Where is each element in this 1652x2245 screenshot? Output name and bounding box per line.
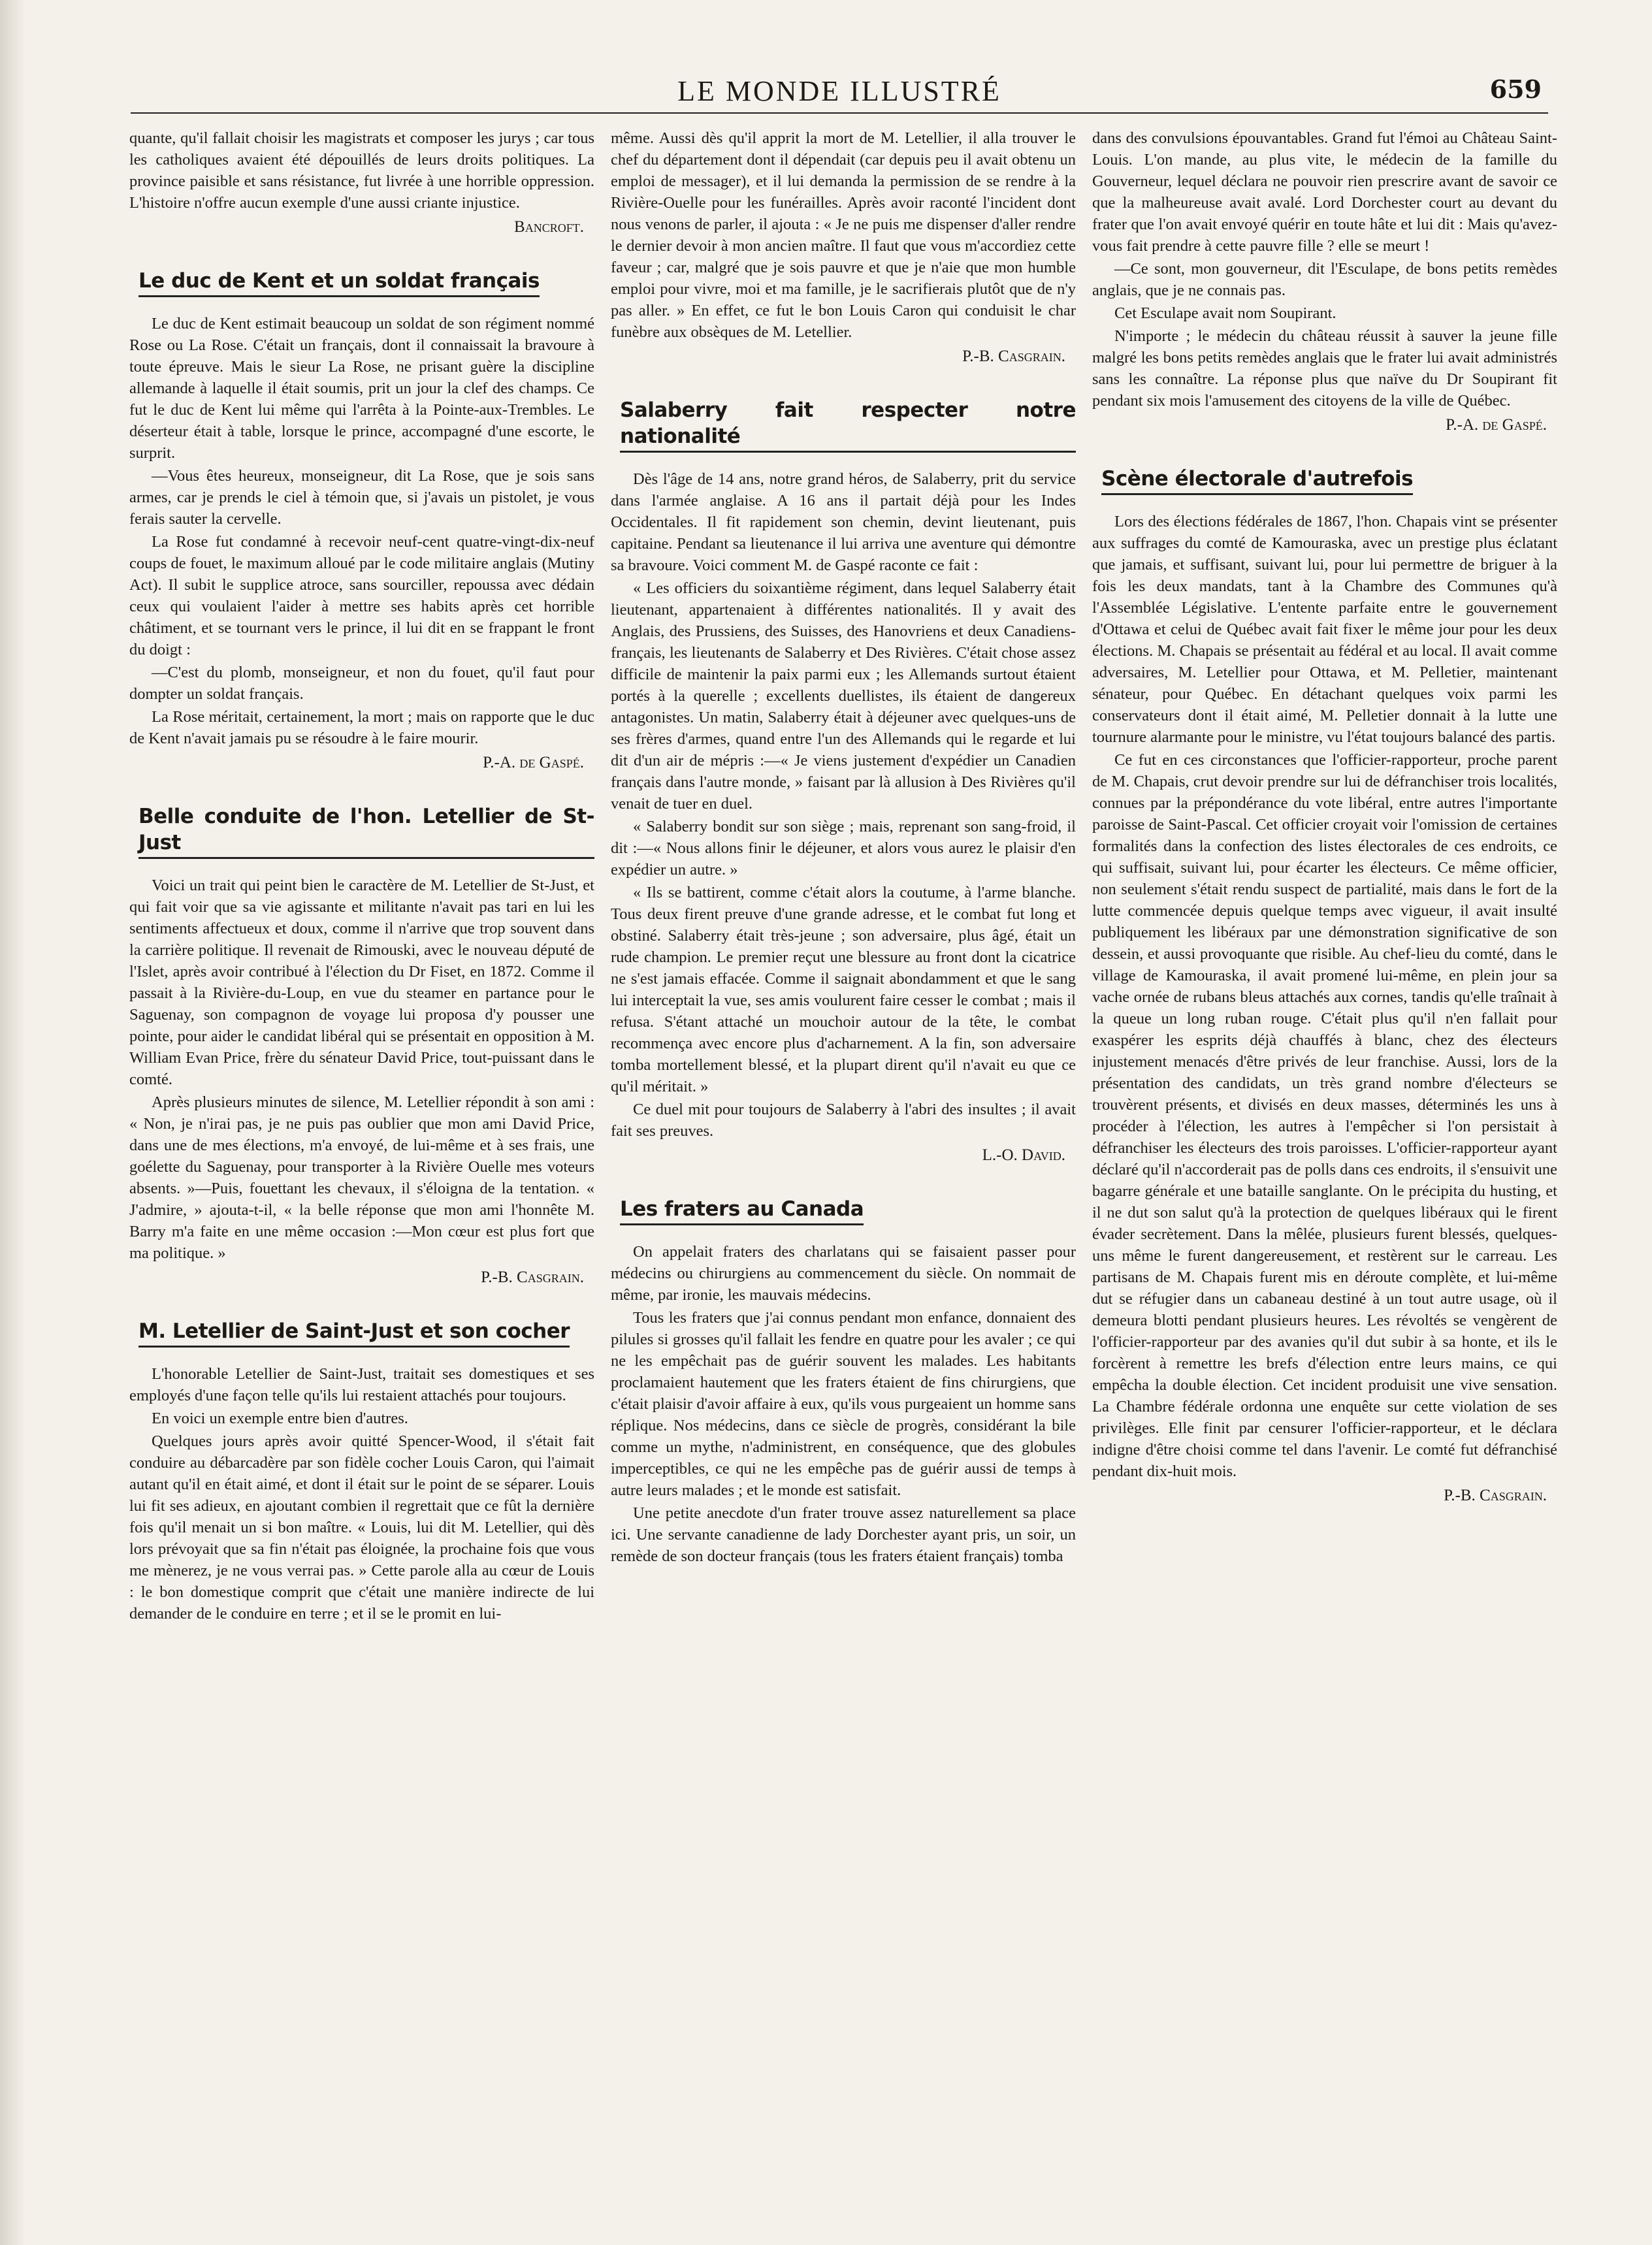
- paragraph: « Ils se battirent, comme c'était alors la coutume, à l'arme blanche. Tous deux firent preuve d'une grande adresse, et le combat fut long et obstiné. Salaberry était très-jeune ; son adversaire, plus âgé, était un rude champion. Le premier reçut une blessure au front dont la cicatrice ne s'est jamais effacée. Comme il saignait abondamment et que le sang lui interceptait la vue, ses amis voulurent faire cesser le combat ; mais il refusa. S'étant attaché un mouchoir autour de la tête, le combat recommença avec encore plus d'acharnement. A la fin, son adversaire tomba mortellement blessé, et la plupart dirent qu'il n'avait eu que ce qu'il méritait. »: [611, 884, 1076, 1095]
- binding-shadow: [0, 0, 26, 2245]
- byline: P.-B. Casgrain.: [481, 1268, 584, 1286]
- paragraph: On appelait fraters des charlatans qui se faisaient passer pour médecins ou chirurgiens au commencement du siècle. On nommait de même, par ironie, les mauvais médecins.: [611, 1243, 1076, 1304]
- paragraph: Cet Esculape avait nom Soupirant.: [1114, 304, 1336, 322]
- paragraph: Une petite anecdote d'un frater trouve assez naturellement sa place ici. Une servante canadienne de lady Dorchester ayant pris, un soir, un remède de son docteur français (tous les fraters étaient français) tomba: [611, 1504, 1076, 1565]
- article-title: Scène électorale d'autrefois: [1101, 466, 1413, 495]
- paragraph: —Ce sont, mon gouverneur, dit l'Esculape, de bons petits remèdes anglais, que je ne connais pas.: [1092, 260, 1557, 299]
- article-title: Les fraters au Canada: [620, 1196, 864, 1225]
- article-title: Salaberry fait respecter notre nationalité: [620, 397, 1076, 453]
- paragraph: La Rose fut condamné à recevoir neuf-cent quatre-vingt-dix-neuf coups de fouet, le maximum alloué par le code militaire anglais (Mutiny Act). Il subit le supplice atroce, sans sourciller, repoussa avec dédain ceux qui voulaient l'aider à mettre ses habits après cet horrible châtiment, et se tournant vers le prince, il lui dit en se frappant le front du doigt :: [129, 533, 594, 658]
- paragraph: La Rose méritait, certainement, la mort ; mais on rapporte que le duc de Kent n'avait jamais pu se résoudre à le faire mourir.: [129, 708, 594, 747]
- page-header: [131, 71, 1548, 116]
- paragraph: En voici un exemple entre bien d'autres.: [152, 1410, 408, 1427]
- paragraph: « Les officiers du soixantième régiment, dans lequel Salaberry était lieutenant, appartenaient à différentes nationalités. Il y avait des Anglais, des Prussiens, des Suisses, des Hanovriens et deux Canadiens-français, les lieutenants de Salaberry et Des Rivières. C'était chose assez difficile de maintenir la paix parmi eux ; les Allemands surtout étaient portés à la querelle ; excellents duellistes, ils étaient de dangereux antagonistes. Un matin, Salaberry était à déjeuner avec quelques-uns de ses frères d'armes, quand entre l'un des Allemands qui le regarde et lui dit d'un air de mépris :—« Je viens justement d'expédier un Canadien français dans l'autre monde, » faisant par là allusion à Des Rivières qu'il venait de tuer en duel.: [611, 579, 1076, 813]
- byline: P.-B. Casgrain.: [1444, 1487, 1547, 1504]
- byline: P.-A. de Gaspé.: [1446, 416, 1547, 434]
- paragraph: L'honorable Letellier de Saint-Just, traitait ses domestiques et ses employés d'une façon telle qu'ils lui restaient attachés pour toujours.: [129, 1365, 594, 1404]
- byline: P.-B. Casgrain.: [962, 347, 1065, 365]
- byline: Bancroft.: [514, 218, 584, 236]
- article-title: Le duc de Kent et un soldat français: [138, 268, 540, 297]
- column-3: [1092, 127, 1557, 2205]
- paragraph: « Salaberry bondit sur son siège ; mais, reprenant son sang-froid, il dit :—« Nous allons finir le déjeuner, et alors vous aurez le plaisir d'en expédier un autre. »: [611, 818, 1076, 879]
- masthead: LE MONDE ILLUSTRÉ: [677, 75, 1001, 107]
- paragraph: N'importe ; le médecin du château réussit à sauver la jeune fille malgré les bons petits remèdes anglais que le frater lui avait administrés sans les connaître. La réponse plus que naïve du Dr Soupirant fit pendant six mois l'amusement des citoyens de la ville de Québec.: [1092, 327, 1557, 410]
- header-rule: [131, 112, 1548, 114]
- paragraph: même. Aussi dès qu'il apprit la mort de M. Letellier, il alla trouver le chef du département dont il dépendait (car depuis peu il avait obtenu un emploi de messager), et il lui demanda la permission de se rendre à la Rivière-Ouelle pour les funérailles. Après avoir raconté l'incident dont nous venons de parler, il ajouta : « Je ne puis me dispenser d'aller rendre le dernier devoir à mon ancien maître. Il faut que vous m'accordiez cette faveur ; car, malgré que je sois pauvre et que je n'aie que mon humble emploi pour vivre, moi et ma famille, je le sacrifierais plutôt que de n'y pas aller. » En effet, ce fut le bon Louis Caron qui conduisit le char funèbre aux obsèques de M. Letellier.: [611, 129, 1076, 341]
- paragraph: Le duc de Kent estimait beaucoup un soldat de son régiment nommé Rose ou La Rose. C'était un français, dont il connaissait la bravoure à toute épreuve. Mais le sieur La Rose, ne prisant guère la discipline allemande à laquelle il était soumis, prit un jour la clef des champs. Ce fut le duc de Kent lui même qui l'arrêta à la Pointe-aux-Trembles. Le déserteur était à table, lorsque le prince, accompagné d'une escorte, le surprit.: [129, 315, 594, 462]
- byline: P.-A. de Gaspé.: [483, 754, 584, 771]
- column-2: [611, 127, 1076, 2205]
- article-title: Belle conduite de l'hon. Letellier de St-Just: [138, 803, 594, 859]
- paragraph: Ce fut en ces circonstances que l'officier-rapporteur, proche parent de M. Chapais, crut devoir prendre sur lui de défranchiser trois localités, connues par la prépondérance du vote libéral, entre autres l'importante paroisse de Saint-Pascal. Cet officier croyait voir l'omission de certaines formalités dans la confection des listes électorales de ces endroits, ce qui suffisait, suivant lui, pour écarter les électeurs. Ce même officier, non seulement s'était rendu suspect de partialité, mais dans le fort de la lutte commencée depuis quelque temps avec vigueur, il avait insulté publiquement les libéraux par une démonstration significative de son dessein, et aussi provoquante que risible. Au chef-lieu du comté, dans le village de Kamouraska, il avait promené lui-même, en plein jour sa vache ornée de rubans bleus attachés aux cornes, tandis qu'elle traînait à la queue un long ruban rouge. C'était plus qu'il n'en fallait pour exaspérer les esprits déjà chauffés à blanc, chez des électeurs injustement menacés d'être privés de leur franchise. Aussi, lors de la présentation des candidats, un très grand nombre d'électeurs se trouvèrent présents, et divisés en deux masses, déterminés les uns à procéder à l'élection, les autres à l'empêcher si l'on persistait à défranchiser les électeurs des trois paroisses. L'officier-rapporteur ayant déclaré qu'il n'accorderait pas de polls dans ces endroits, il s'ensuivit une bagarre générale et une bataille sanglante. On le précipita du husting, et il ne dut son salut qu'à la protection de quelques libéraux qui le firent évader secrètement. Dans la mêlée, plusieurs furent blessés, quelques-uns même le furent dangereusement, et restèrent sur le carreau. Les partisans de M. Chapais furent mis en déroute complète, et lui-même dut se réfugier dans un cabaneau destiné à un tout autre usage, où il demeura blotti pendant plusieurs heures. Les révoltés se vengèrent de l'officier-rapporteur par des avanies qu'il dut subir à sa honte, et ils le forcèrent à remettre les brefs d'élection entre leurs mains, ce qui empêcha la double élection. Cet incident produisit une vive sensation. La Chambre fédérale ordonna une enquête sur cette violation de ses privilèges. Elle finit par censurer l'officier-rapporteur, et le déclara indigne d'être choisi comme tel dans l'avenir. Le comté fut défranchisé pendant dix-huit mois.: [1092, 751, 1557, 1480]
- paragraph: Lors des élections fédérales de 1867, l'hon. Chapais vint se présenter aux suffrages du comté de Kamouraska, avec un prestige plus éclatant que jamais, et suffisant, suivant lui, pour lui permettre de briguer à la fois les deux mandats, tant à la Chambre des Communes qu'à l'Assemblée Législative. L'entente parfaite entre le gouvernement d'Ottawa et celui de Québec avait fait fixer le même jour pour les deux élections. M. Chapais se présentait au fédéral et au local. Il avait comme adversaires, M. Letellier pour Ottawa, et M. Pelletier, maintenant sénateur, pour Québec. En détachant quelques voix parmi les conservateurs dont il était aimé, M. Pelletier donnait à la lutte une tournure alarmante pour le ministre, vu l'état toujours balancé des partis.: [1092, 513, 1557, 746]
- paragraph: Voici un trait qui peint bien le caractère de M. Letellier de St-Just, et qui fait voir que sa vie agissante et militante n'avait pas tari en lui les sentiments affectueux et doux, comme il n'arrive que trop souvent dans la carrière politique. Il revenait de Rimouski, avec le nouveau député de l'Islet, après avoir contribué à l'élection du Dr Fiset, en 1872. Comme il passait à la Rivière-du-Loup, en vue du steamer en partance pour le Saguenay, son compagnon de voyage lui proposa d'y pousser une pointe, pour aider le candidat libéral qui se présentait en opposition à M. William Evan Price, frère du sénateur David Price, tout-puissant dans le comté.: [129, 877, 594, 1088]
- paragraph: quante, qu'il fallait choisir les magistrats et composer les jurys ; car tous les catholiques avaient été dépouillés de leurs droits politiques. La province paisible et sans résistance, fut livrée à une horrible oppression. L'histoire n'offre aucun exemple d'une aussi criante injustice.: [129, 129, 594, 212]
- paragraph: —C'est du plomb, monseigneur, et non du fouet, qu'il faut pour dompter un soldat français.: [129, 664, 594, 703]
- paragraph: Après plusieurs minutes de silence, M. Letellier répondit à son ami : « Non, je n'irai pas, je ne puis pas oublier que mon ami David Price, dans une de mes élections, m'a envoyé, de lui-même et à ses frais, une goélette du Saguenay, pour transporter à la Rivière Ouelle mes voteurs absents. »—Puis, fouettant les chevaux, il s'éloigna de la tentation. « J'admire, » ajouta-t-il, « la belle réponse que mon ami l'honnête M. Barry m'a faite en une même occasion :—Mon cœur est plus fort que ma politique. »: [129, 1093, 594, 1262]
- article-title: M. Letellier de Saint-Just et son cocher: [138, 1318, 570, 1348]
- paragraph: Dès l'âge de 14 ans, notre grand héros, de Salaberry, prit du service dans l'armée anglaise. A 16 ans il partait déjà pour les Indes Occidentales. Il fit rapidement son chemin, devint lieutenant, puis capitaine. Pendant sa lieutenance il lui arriva une aventure qui démontre sa bravoure. Voici comment M. de Gaspé raconte ce fait :: [611, 470, 1076, 574]
- column-1: [129, 127, 594, 2205]
- paragraph: Quelques jours après avoir quitté Spencer-Wood, il s'était fait conduire au débarcadère par son fidèle cocher Louis Caron, qui l'aimait autant qu'il en était aimé, et dont il était sur le point de se séparer. Louis lui fit ses adieux, en ajoutant combien il regrettait que ce fût la dernière fois qu'il menait un si bon maître. « Louis, lui dit M. Letellier, qui dès lors prévoyait que sa fin n'était pas éloignée, la prochaine fois que vous me mènerez, je ne vous verrai pas. » Cette parole alla au cœur de Louis : le bon domestique comprit que c'était une manière indirecte de lui demander de le conduire en terre ; et il se le promit en lui-: [129, 1432, 594, 1623]
- paragraph: Tous les fraters que j'ai connus pendant mon enfance, donnaient des pilules si grosses qu'il fallait les fendre en quatre pour les avaler ; ce qui ne les empêchait pas de guérir souvent les malades. Les habitants proclamaient hautement que les fraters étaient de fins chirurgiens, que c'était plaisir d'avoir affaire à eux, qu'ils vous purgeaient un homme sans réplique. Nos médecins, dans ce siècle de progrès, considérant la bile comme un mythe, n'administrent, en conséquence, que des globules imperceptibles, ce qui ne les empêche pas de guérir aussi de temps à autre leurs malades ; et le monde est satisfait.: [611, 1309, 1076, 1499]
- byline: L.-O. David.: [982, 1146, 1065, 1164]
- paragraph: Ce duel mit pour toujours de Salaberry à l'abri des insultes ; il avait fait ses preuves.: [611, 1101, 1076, 1140]
- paragraph: dans des convulsions épouvantables. Grand fut l'émoi au Château Saint-Louis. L'on mande, au plus vite, le médecin de la famille du Gouverneur, lequel déclara ne pouvoir rien prescrire avant de savoir ce que la malheureuse avait avalé. Lord Dorchester court au devant du frater que l'on avait envoyé quérir en toute hâte et lui dit : Mais qu'avez-vous fait prendre à cette pauvre fille ? elle se meurt !: [1092, 129, 1557, 255]
- paragraph: —Vous êtes heureux, monseigneur, dit La Rose, que je sois sans armes, car je prends le ciel à témoin que, si j'avais un pistolet, je vous ferais sauter la cervelle.: [129, 467, 594, 528]
- page-number: 659: [1489, 74, 1542, 104]
